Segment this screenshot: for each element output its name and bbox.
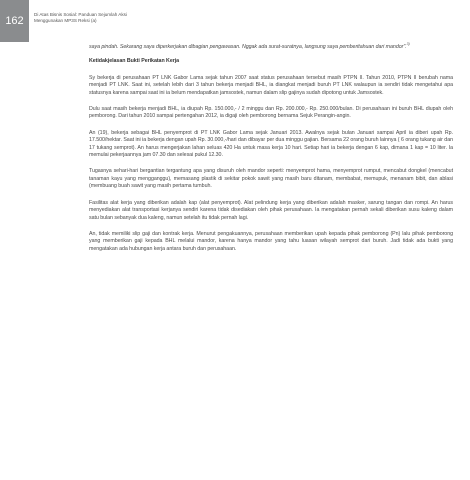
body-paragraph: Fasilitas alat kerja yang diberikan adalah kap (alat penyemprot). Alat pelindung kerja yang diberikan adalah masker, sarung tangan dan rompi. An harus menyediakan alat transportasi kerjanya sendiri karena tidak disediakan oleh pihak perusahaan. Ia mengatakan pernah sekali diberikan susu kaleng dalam satu bulan sebanyak dua kaleng, namun setelah itu tidak pernah lagi. xyxy=(89,199,453,221)
running-header-line-1: Di Atas Bisnis Sosial: Panduan Sejumlah Aksi xyxy=(34,12,127,17)
body-paragraph: Dulu saat masih bekerja menjadi BHL, ia diupah Rp. 150.000,- / 2 minggu dan Rp. 200.000,- Rp. 250.000/bulan. Di perusahaan ini buruh BHL diupah oleh pemborong. Dari tahun 2010 sampai pertengahan 2012, ia digaji oleh pemborong bernama Sejuk Perangin-angin. xyxy=(89,106,453,120)
page-content xyxy=(89,44,453,262)
quote-footnote-marker: 3) xyxy=(406,42,410,47)
section-heading: Ketidakjelasan Bukti Perikatan Kerja xyxy=(89,58,180,65)
body-paragraph: An, tidak memiliki slip gaji dan kontrak kerja. Menurut pengakuannya, perusahaan memberikan upah kepada pihak pemborong (Pn) lalu pihak pemborong yang memberikan gaji kepada BHL melalui mandor, karena hanya mandor yang tahu luasan wilayah semprot dari buruh. Jadi tidak ada bukti yang mengatakan ada hubungan kerja antara buruh dan perusahaan. xyxy=(89,230,453,252)
body-paragraph: An (19), bekerja sebagai BHL penyemprot di PT LNK Gabor Lama sejak Januari 2013. Awalnya sejak bulan Januari sampai April ia diberi upah Rp. 17.500/hektar. Saat ini ia bekerja dengan upah Rp. 30.000,-/hari dan dibayar per dua minggu gajian. Bersama 22 orang buruh lainnya ( 6 orang tukang air dan 17 tukang semprot). An harus mengerjakan lahan seluas 420 Ha untuk masa kerja 10 hari. Setiap hari ia bekerja dengan 6 kap, dimana 1 kap = 10 liter. Ia memulai pekerjaannya jam 07.30 dan selesai pukul 12.30. xyxy=(89,129,453,159)
quote-text: saya pindah. Sekarang saya diperkerjakan dibagian pengawasan. Nggak ada surat-suratnya, langsung saya pemberitahuan dari mandor". xyxy=(89,44,407,50)
running-header xyxy=(34,12,127,24)
body-paragraph: Sy bekerja di perusahaan PT LNK Gabor Lama sejak tahun 2007 saat status perusahaan tersebut masih PTPN II. Tahun 2010, PTPN II berubah nama menjadi PT LNK. Saat ini, setelah lebih dari 3 tahun bekerja menjadi BHL, ia diangkat menjadi buruh PT LNK walaupun ia sendiri tidak mengetahui apa statusnya karena sampai saat ini ia belum mendapatkan jamsostek, namun dalam slip gajinya sudah dipotong untuk Jamsostek. xyxy=(89,74,453,96)
page-number: 162 xyxy=(5,15,24,27)
body-paragraph: Tugasnya sehari-hari bergantian tergantung apa yang disuruh oleh mandor seperti: menyemprot hama, menyemprot rumput, mencabut dongkel (mencabut tanaman kayu yang mengganggu), memasang plastik di sekitar pokok sawit yang masih baru ditanam, membabat, memupuk, menanam bibit, dan ablasi (membuang buah sawit yang masih pertama tumbuh. xyxy=(89,168,453,190)
running-header-line-2: Menggunakan MP3S Reksi (a) xyxy=(34,18,97,23)
interview-quote xyxy=(89,44,453,51)
page-number-tab xyxy=(0,0,29,42)
